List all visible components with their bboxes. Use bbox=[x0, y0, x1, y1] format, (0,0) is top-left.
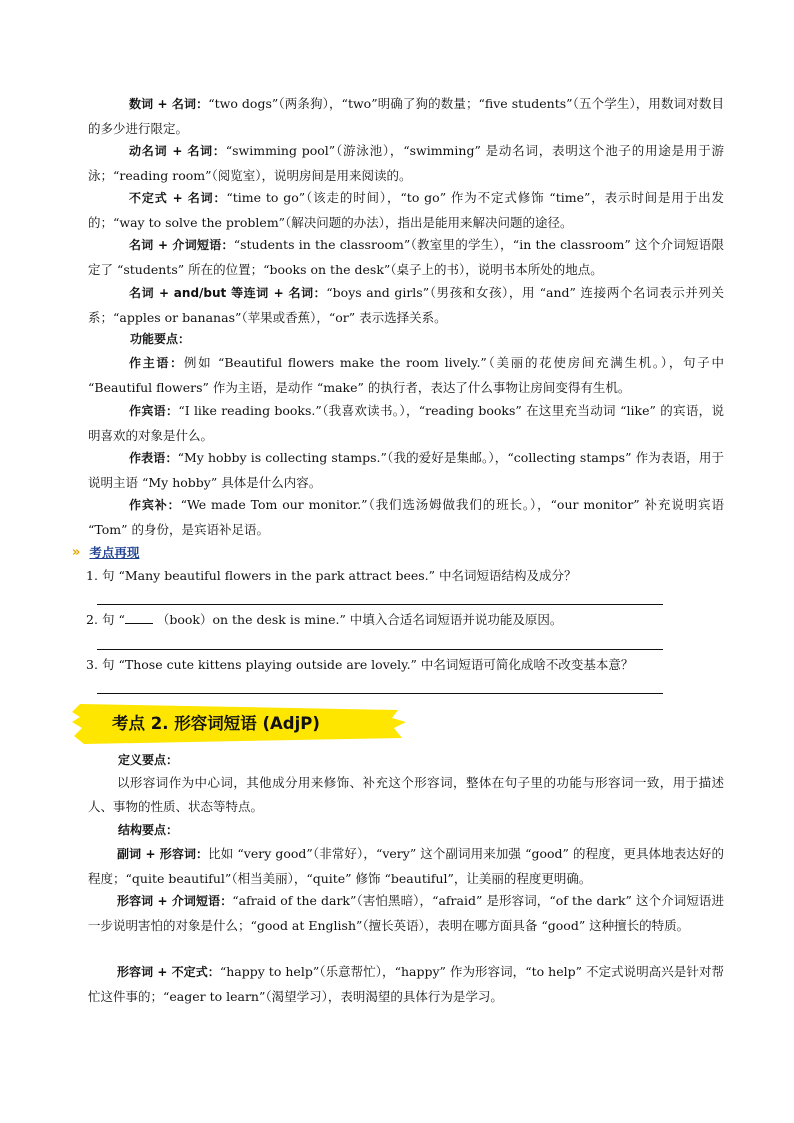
paragraph-adjective-infinitive bbox=[88, 960, 724, 1008]
question-3-number: 3. bbox=[86, 657, 98, 672]
paragraph-as-subject bbox=[88, 351, 724, 399]
text-noun-conj-noun: “boys and girls”（男孩和女孩），用 “and” 连接两个名词表示并列关系；“apples or bananas”（苹果或香蕉），“or” 表示选择关系。 bbox=[88, 285, 725, 325]
question-1 bbox=[86, 566, 726, 586]
text-numeral-noun: “two dogs”（两条狗），“two”明确了狗的数量；“five students”（五个学生），用数词对数目的多少进行限定。 bbox=[88, 96, 724, 136]
question-1-text: 句 “Many beautiful flowers in the park attract bees.” 中名词短语结构及成分？ bbox=[102, 568, 577, 583]
text-adjective-prep: “afraid of the dark”（害怕黑暗），“afraid” 是形容词，“of the dark” 这个介词短语进一步说明害怕的对象是什么；“good at English”（擅长英语），表明在哪方面具备 “good” 这种擅长的特质。 bbox=[88, 893, 724, 933]
label-infinitive-noun: 不定式 + 名词： bbox=[129, 191, 227, 205]
heading-definition-points: 定义要点： bbox=[118, 753, 179, 767]
text-noun-prep: “students in the classroom”（教室里的学生），“in the classroom” 这个介词短语限定了 “students” 所在的位置；“books on the desk”（桌子上的书），说明书本所处的地点。 bbox=[88, 237, 724, 277]
paragraph-adverb-adjective bbox=[88, 842, 724, 890]
paragraph-as-predicative bbox=[88, 446, 724, 494]
label-gerund-noun: 动名词 + 名词： bbox=[129, 144, 226, 158]
answer-line-1[interactable] bbox=[97, 604, 663, 605]
label-as-predicative: 作表语： bbox=[129, 451, 178, 465]
answer-line-2[interactable] bbox=[97, 649, 663, 650]
text-as-subject: 例如 “Beautiful flowers make the room lively.”（美丽的花使房间充满生机。），句子中 “Beautiful flowers” 作为主语，是动作 “make” 的执行者，表达了什么事物让房间变得有生机。 bbox=[88, 355, 724, 395]
label-numeral-noun: 数词 + 名词： bbox=[129, 97, 209, 111]
question-2-text-post: （book）on the desk is mine.” 中填入合适名词短语并说功能及原因。 bbox=[152, 612, 563, 627]
text-adverb-adjective: 比如 “very good”（非常好），“very” 这个副词用来加强 “good” 的程度，更具体地表达好的程度；“quite beautiful”（相当美丽），“quite” 修饰 “beautiful”，让美丽的程度更明确。 bbox=[88, 846, 724, 886]
label-adverb-adjective: 副词 + 形容词： bbox=[117, 847, 209, 861]
heading-structure-points: 结构要点： bbox=[118, 823, 179, 837]
question-3 bbox=[86, 655, 726, 675]
paragraph-adjective-prep bbox=[88, 889, 724, 937]
double-chevron-right-icon: » bbox=[72, 544, 78, 560]
label-as-object: 作宾语： bbox=[129, 404, 179, 418]
question-2-number: 2. bbox=[86, 612, 98, 627]
label-adjective-prep: 形容词 + 介词短语： bbox=[117, 894, 233, 908]
paragraph-adjp-definition: 以形容词作为中心词，其他成分用来修饰、补充这个形容词，整体在句子里的功能与形容词一致，用于描述人、事物的性质、状态等特点。 bbox=[88, 775, 724, 814]
kaodian-heading bbox=[72, 542, 139, 562]
question-3-text: 句 “Those cute kittens playing outside are lovely.” 中名词短语可简化成啥不改变基本意？ bbox=[102, 657, 634, 672]
label-noun-prep: 名词 + 介词短语： bbox=[129, 238, 234, 252]
answer-line-3[interactable] bbox=[97, 693, 663, 694]
section-banner-title: 考点 2. 形容词短语 (AdjP) bbox=[112, 714, 320, 733]
heading-function-points: 功能要点： bbox=[130, 332, 191, 346]
question-2 bbox=[86, 610, 726, 630]
paragraph-gerund-noun bbox=[88, 139, 724, 187]
fill-blank[interactable] bbox=[125, 611, 153, 624]
text-as-predicative: “My hobby is collecting stamps.”（我的爱好是集邮。），“collecting stamps” 作为表语，用于说明主语 “My hobby” 具体是什么内容。 bbox=[88, 450, 724, 490]
paragraph-as-object bbox=[88, 399, 724, 447]
paragraph-noun-conj-noun bbox=[88, 281, 724, 329]
paragraph-infinitive-noun bbox=[88, 186, 724, 234]
question-2-text-pre: 句 “ bbox=[102, 612, 125, 627]
label-as-subject: 作主语： bbox=[129, 356, 184, 370]
label-noun-conj-noun: 名词 + and/but 等连词 + 名词： bbox=[129, 286, 327, 300]
paragraph-numeral-noun bbox=[88, 92, 724, 140]
text-as-object: “I like reading books.”（我喜欢读书。），“reading books” 在这里充当动词 “like” 的宾语，说明喜欢的对象是什么。 bbox=[88, 403, 724, 443]
question-1-number: 1. bbox=[86, 568, 98, 583]
text-as-object-complement: “We made Tom our monitor.”（我们选汤姆做我们的班长。），“our monitor” 补充说明宾语 “Tom” 的身份，是宾语补足语。 bbox=[88, 497, 724, 537]
text-gerund-noun: “swimming pool”（游泳池），“swimming” 是动名词，表明这个池子的用途是用于游泳；“reading room”（阅览室），说明房间是用来阅读的。 bbox=[88, 143, 724, 183]
kaodian-title: 考点再现 bbox=[89, 545, 140, 560]
text-infinitive-noun: “time to go”（该走的时间），“to go” 作为不定式修饰 “time”，表示时间是用于出发的；“way to solve the problem”（解决问题的办法），指出是能用来解决问题的途径。 bbox=[88, 190, 724, 230]
label-as-object-complement: 作宾补： bbox=[129, 498, 181, 512]
paragraph-as-object-complement bbox=[88, 493, 724, 541]
paragraph-noun-prep bbox=[88, 233, 724, 281]
text-adjective-infinitive: “happy to help”（乐意帮忙），“happy” 作为形容词，“to help” 不定式说明高兴是针对帮忙这件事的；“eager to learn”（渴望学习），表明渴望的具体行为是学习。 bbox=[88, 964, 724, 1004]
label-adjective-infinitive: 形容词 + 不定式： bbox=[117, 965, 220, 979]
